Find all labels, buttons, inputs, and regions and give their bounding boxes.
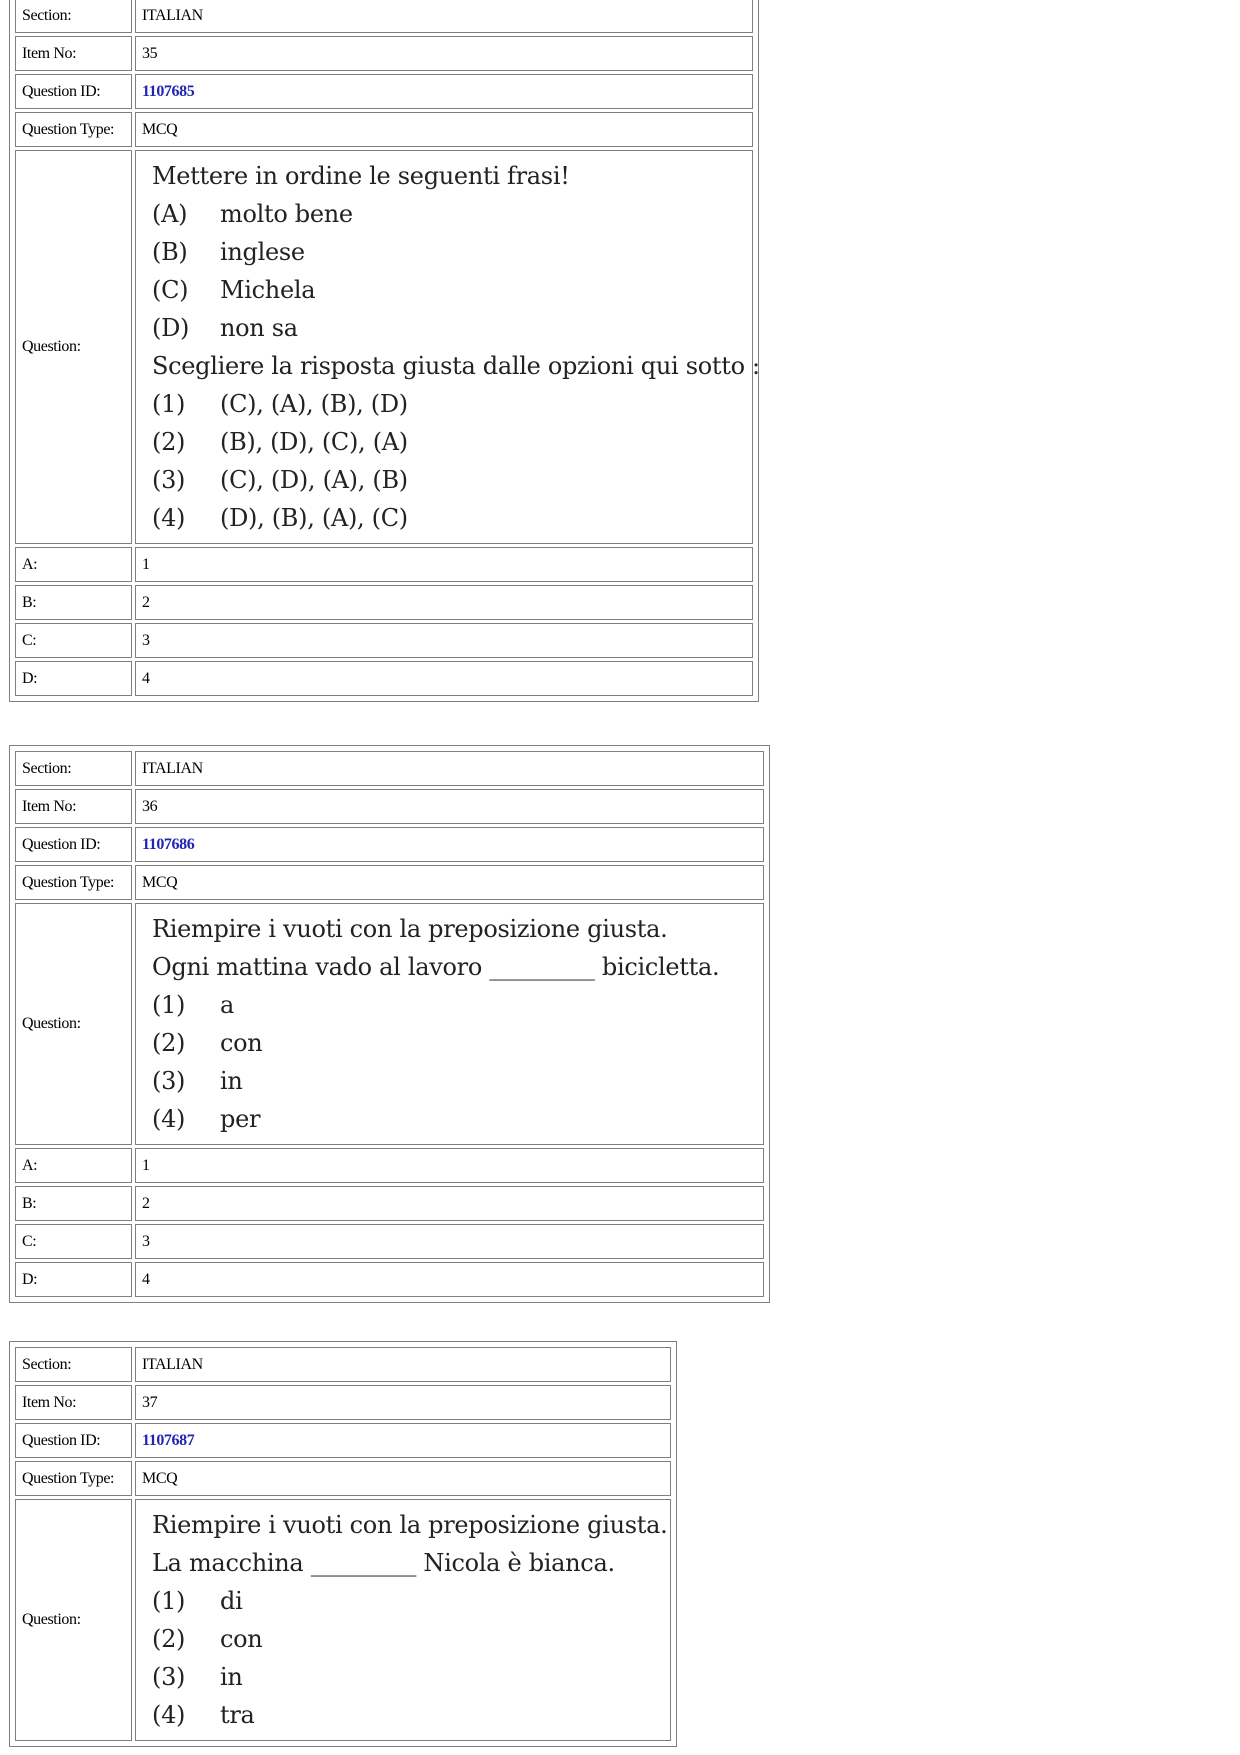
- question-card-35: [9, 0, 759, 702]
- question-label: Question:: [15, 1499, 132, 1741]
- answer-option: (4) per: [152, 1105, 261, 1133]
- answer-option: (4) tra: [152, 1701, 255, 1729]
- question-type-label: Question Type:: [15, 112, 132, 147]
- answer-option: (2) (B), (D), (C), (A): [152, 428, 408, 456]
- answer-option: (4) (D), (B), (A), (C): [152, 504, 408, 532]
- option-b-row: [15, 1186, 764, 1221]
- question-stem: Mettere in ordine le seguenti frasi!: [152, 162, 570, 190]
- question-image: [136, 904, 763, 1144]
- question-item: (A) molto bene: [152, 200, 353, 228]
- option-d-row: [15, 661, 753, 696]
- question-item: (C) Michela: [152, 276, 316, 304]
- question-content: [135, 150, 760, 544]
- section-value: ITALIAN: [135, 0, 753, 33]
- question-image: [136, 151, 760, 543]
- question-id-label: Question ID:: [15, 1423, 132, 1458]
- question-card-37: [9, 1341, 677, 1747]
- section-row: [15, 1347, 671, 1382]
- question-id-label: Question ID:: [15, 827, 132, 862]
- question-sentence: La macchina _________ Nicola è bianca.: [152, 1549, 615, 1577]
- item-no-label: Item No:: [15, 789, 132, 824]
- option-c-label: C:: [15, 623, 132, 658]
- question-type-label: Question Type:: [15, 1461, 132, 1496]
- item-no-label: Item No:: [15, 36, 132, 71]
- question-type-row: [15, 1461, 671, 1496]
- question-content: [135, 903, 764, 1145]
- answer-option: (1) (C), (A), (B), (D): [152, 390, 408, 418]
- question-row: [15, 150, 753, 544]
- section-label: Section:: [15, 1347, 132, 1382]
- option-d-label: D:: [15, 661, 132, 696]
- section-value: ITALIAN: [135, 751, 764, 786]
- option-d-label: D:: [15, 1262, 132, 1297]
- question-row: [15, 903, 764, 1145]
- section-label: Section:: [15, 751, 132, 786]
- option-b-row: [15, 585, 753, 620]
- question-card-36: [9, 745, 770, 1303]
- answer-option: (2) con: [152, 1625, 263, 1653]
- question-item: (D) non sa: [152, 314, 298, 342]
- option-b-value: 2: [135, 585, 753, 620]
- option-d-value: 4: [135, 1262, 764, 1297]
- item-no-value: 35: [135, 36, 753, 71]
- question-content: [135, 1499, 671, 1741]
- section-row: [15, 751, 764, 786]
- question-id-row: [15, 1423, 671, 1458]
- answer-option: (3) in: [152, 1663, 243, 1691]
- item-no-label: Item No:: [15, 1385, 132, 1420]
- option-a-row: [15, 547, 753, 582]
- question-id-value: 1107687: [135, 1423, 671, 1458]
- question-type-row: [15, 865, 764, 900]
- section-row: [15, 0, 753, 33]
- option-b-value: 2: [135, 1186, 764, 1221]
- question-sentence: Ogni mattina vado al lavoro _________ bicicletta.: [152, 953, 720, 981]
- section-value: ITALIAN: [135, 1347, 671, 1382]
- question-stem: Riempire i vuoti con la preposizione giusta.: [152, 1511, 668, 1539]
- option-b-label: B:: [15, 1186, 132, 1221]
- answer-option: (1) a: [152, 991, 235, 1019]
- answer-option: (3) (C), (D), (A), (B): [152, 466, 408, 494]
- question-type-value: MCQ: [135, 1461, 671, 1496]
- question-image: [136, 1500, 670, 1740]
- option-a-value: 1: [135, 547, 753, 582]
- question-id-value: 1107686: [135, 827, 764, 862]
- answer-option: (3) in: [152, 1067, 243, 1095]
- question-row: [15, 1499, 671, 1741]
- option-a-label: A:: [15, 1148, 132, 1183]
- item-no-row: [15, 1385, 671, 1420]
- item-no-value: 36: [135, 789, 764, 824]
- question-id-row: [15, 827, 764, 862]
- section-label: Section:: [15, 0, 132, 33]
- question-label: Question:: [15, 903, 132, 1145]
- option-a-label: A:: [15, 547, 132, 582]
- question-item: (B) inglese: [152, 238, 305, 266]
- question-type-label: Question Type:: [15, 865, 132, 900]
- option-c-value: 3: [135, 623, 753, 658]
- question-stem: Riempire i vuoti con la preposizione giusta.: [152, 915, 668, 943]
- option-c-label: C:: [15, 1224, 132, 1259]
- option-c-value: 3: [135, 1224, 764, 1259]
- option-c-row: [15, 623, 753, 658]
- option-a-value: 1: [135, 1148, 764, 1183]
- question-instruction: Scegliere la risposta giusta dalle opzioni qui sotto :: [152, 352, 760, 380]
- question-id-label: Question ID:: [15, 74, 132, 109]
- option-a-row: [15, 1148, 764, 1183]
- option-d-row: [15, 1262, 764, 1297]
- option-d-value: 4: [135, 661, 753, 696]
- item-no-row: [15, 789, 764, 824]
- option-c-row: [15, 1224, 764, 1259]
- question-type-row: [15, 112, 753, 147]
- question-id-value: 1107685: [135, 74, 753, 109]
- question-type-value: MCQ: [135, 865, 764, 900]
- item-no-value: 37: [135, 1385, 671, 1420]
- question-id-row: [15, 74, 753, 109]
- answer-option: (1) di: [152, 1587, 243, 1615]
- answer-option: (2) con: [152, 1029, 263, 1057]
- question-label: Question:: [15, 150, 132, 544]
- question-type-value: MCQ: [135, 112, 753, 147]
- option-b-label: B:: [15, 585, 132, 620]
- item-no-row: [15, 36, 753, 71]
